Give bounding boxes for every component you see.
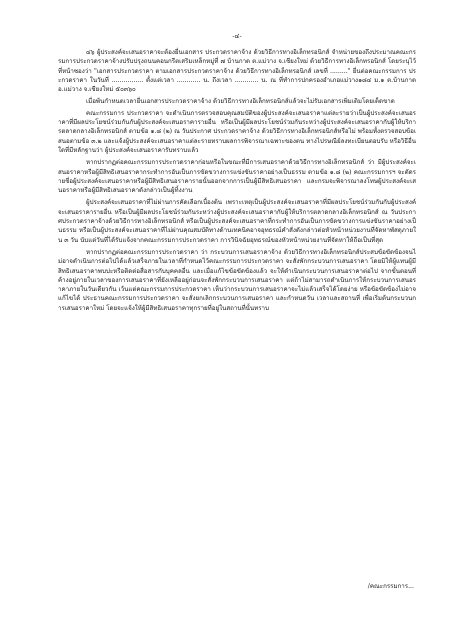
paragraph-process-suspension: หากปรากฏต่อคณะกรรมการประกวดราคา ว่า กระบวนการเสนอราคาจ้าง ด้วยวิธีการทางอิเล็กทรอนิกส์ประสบข้อขัดข้องจนไม่อาจดำเนินการต่อไปได้แล้วเสร็จภายในเวลาที่กำหนดไว้คณะกรรมการประกวดราคา จะสั่งพักกระบวนการเสนอราคา โดยมิให้ผู้แทนผู้มีสิทธิเสนอราคาพบปะหรือติดต่อสื่อสารกับบุคคลอื่น และเมื่อแก้ไขข้อขัดข้องแล้ว จะให้ดำเนินกระบวนการเสนอราคาต่อไป จากขั้นตอนที่ค้างอยู่ภายในเวลาของการเสนอราคาที่ยังเหลืออยู่ก่อนจะสั่งพักกระบวนการเสนอราคา แต่ถ้าไม่สามารถดำเนินการให้กระบวนการเสนอราคาภายในวันเดียวกัน เว้นแต่คณะกรรมการประกวดราคา เห็นว่ากระบวนการเสนอราคาจะไม่แล้วเสร็จได้โดยง่าย หรือข้อขัดข้องไม่อาจแก้ไขได้ ประธานคณะกรรมการประกวดราคา จะสั่งยกเลิกกระบวนการเสนอราคา และกำหนดวัน เวลาและสถานที่ เพื่อเริ่มต้นกระบวนการเสนอราคาใหม่ โดยจะแจ้งให้ผู้มีสิทธิเสนอราคาทุกรายที่อยู่ในสถานที่นั้นทราบ (58, 248, 416, 312)
continuation-note: /คณะกรรมการ... (367, 583, 414, 590)
paragraph-appeal: ผู้ประสงค์จะเสนอราคาที่ไม่ผ่านการคัดเลือกเบื้องต้น เพราะเหตุเป็นผู้ประสงค์จะเสนอราคาที่มีผลประโยชน์ร่วมกันกับผู้ประสงค์จะเสนอราคารายอื่น หรือเป็นผู้มีผลประโยชน์ร่วมกันระหว่างผู้ประสงค์จะเสนอราคากับผู้ให้บริการตลาดกลางอิเล็กทรอนิกส์ ณ วันประกาศประกวดราคาจ้างด้วยวิธีการทางอิเล็กทรอนิกส์ หรือเป็นผู้ประสงค์จะเสนอราคาที่กระทำการอันเป็นการขัดขวางการแข่งขันราคาอย่างเป็นธรรม หรือเป็นผู้ประสงค์จะเสนอราคาที่ไม่ผ่านคุณสมบัติทางด้านเทคนิคอาจอุทธรณ์คำสั่งดังกล่าวต่อหัวหน้าหน่วยงานที่จัดหาพัสดุภายใน ๓ วัน นับแต่วันที่ได้รับแจ้งจากคณะกรรมการประกวดราคา การวินิจฉัยอุทธรณ์ของหัวหน้าหน่วยงานที่จัดหาให้ถือเป็นที่สุด (58, 199, 417, 244)
paragraph-deadline: เมื่อพ้นกำหนดเวลายื่นเอกสารประกวดราคาจ้าง ด้วยวิธีการทางอิเล็กทรอนิกส์แล้วจะไม่รับเอกสารเพิ่มเติมโดยเด็ดขาด (86, 98, 395, 106)
paragraph-submission: ๔๖ ผู้ประสงค์จะเสนอราคาจะต้องยื่นเอกสาร ประกวดราคาจ้าง ด้วยวิธีการทางอิเล็กทรอนิกส์ จำหน่ายของถึงประมาณคณะกรรมการประกวดราคาจ้างปรับปรุงถนนคอนกรีตเสริมเหล็กหมู่ที่ ๗ บ้านกาด ต.แม่วาง จ.เชียงใหม่ ด้วยวิธีการทางอิเล็กทรอนิกส์ โดยระบุไว้ที่หน้าซองว่า "เอกสารประกวดราคา ตามเอกสารประกวดราคาจ้าง ด้วยวิธีการทางอิเล็กทรอนิกส์ เลขที่ ........." ยื่นต่อคณะกรรมการ ประกวดราคา ในวันที่ ................ ตั้งแต่เวลา ............ น. ถึงเวลา ............ น. ณ ที่ทำการปกครองอำเภอแม่วาง๑๘๔ ม.๑ ต.บ้านกาด อ.แม่วาง จ.เชียงใหม่ ๕๐๓๖๐ (58, 49, 416, 94)
paragraph-disqualification: หากปรากฏต่อคณะกรรมการประกวดราคาก่อนหรือในขณะที่มีการเสนอราคาด้วยวิธีการทางอิเล็กทรอนิกส์ ว่า มีผู้ประสงค์จะเสนอราคาหรือผู้มีสิทธิเสนอราคากระทำการอันเป็นการขัดขวางการแข่งขันราคาอย่างเป็นธรรม ตามข้อ ๑.๘ (๒) คณะกรรมการฯ จะตัดรายชื่อผู้ประสงค์จะเสนอราคาหรือผู้มีสิทธิเสนอราคารายนั้นออกจากการเป็นผู้มีสิทธิเสนอราคา และกรมจะพิจารณาลงโทษผู้ประสงค์จะเสนอราคาหรือผู้มีสิทธิเสนอราคาดังกล่าวเป็นผู้ทิ้งงาน (58, 159, 416, 195)
paragraph-qualification-review: คณะกรรมการ ประกวดราคา จะดำเนินการตรวจสอบคุณสมบัติของผู้ประสงค์จะเสนอราคาแต่ละรายว่าเป็นผู้ประสงค์จะเสนอราคาที่มีผลประโยชน์ร่วมกันกับผู้ประสงค์จะเสนอราคารายอื่น หรือเป็นผู้มีผลประโยชน์ร่วมกันระหว่างผู้ประสงค์จะเสนอราคากับผู้ให้บริการตลาดกลางอิเล็กทรอนิกส์ ตามข้อ ๑.๘ (๒) ณ วันประกาศ ประกวดราคาจ้าง ด้วยวิธีการทางอิเล็กทรอนิกส์หรือไม่ พร้อมทั้งตรวจสอบข้อเสนอตามข้อ ๓.๒ และแจ้งผู้ประสงค์จะเสนอราคาแต่ละรายทราบผลการพิจารณาเฉพาะของตน ทางไปรษณีย์ลงทะเบียนตอบรับ หรือวิธีอื่นใดที่มีหลักฐานว่า ผู้ประสงค์จะเสนอราคารับทราบแล้ว (58, 109, 416, 154)
page-number: -๔- (232, 32, 242, 40)
